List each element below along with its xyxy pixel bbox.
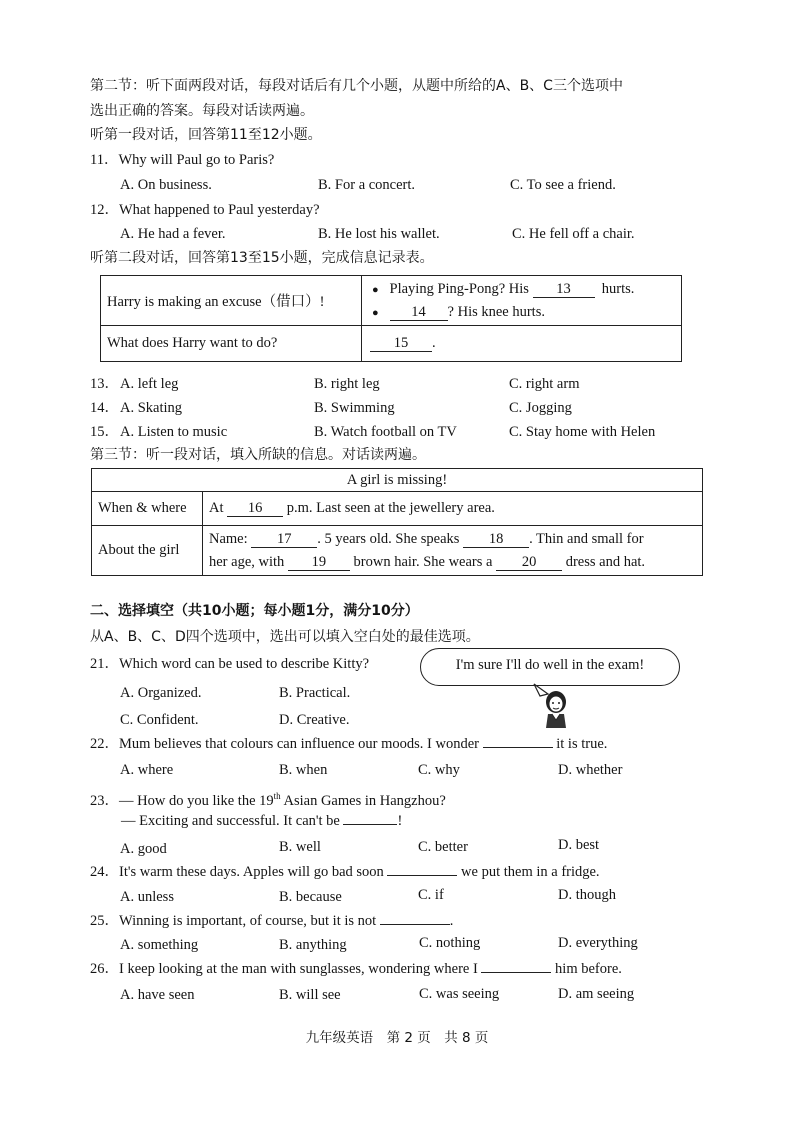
- q14-option-b[interactable]: B. Swimming: [314, 400, 395, 416]
- blank-13[interactable]: 13: [533, 281, 595, 298]
- section2-instruction-line1: 第二节：听下面两段对话，每段对话后有几个小题，从题中所给的A、B、C三个选项中: [90, 78, 623, 94]
- q13-number: 13．: [90, 376, 119, 392]
- missing-girl-title: A girl is missing!: [92, 469, 703, 492]
- blank-20[interactable]: 20: [496, 554, 562, 571]
- blank-16[interactable]: 16: [227, 500, 283, 517]
- table-cell-want-label: What does Harry want to do?: [101, 326, 362, 362]
- part2-instruction: 从A、B、C、D四个选项中，选出可以填入空白处的最佳选项。: [90, 629, 480, 645]
- blank-22[interactable]: [483, 747, 553, 748]
- q13-option-b[interactable]: B. right leg: [314, 376, 380, 392]
- question-21: 21．Which word can be used to describe Kitty?: [90, 656, 370, 672]
- question-number: 11．: [90, 152, 119, 168]
- q15-option-b[interactable]: B. Watch football on TV: [314, 424, 457, 440]
- q15-option-c[interactable]: C. Stay home with Helen: [509, 424, 656, 440]
- row-about-girl-label: About the girl: [92, 526, 203, 576]
- question-text: What happened to Paul yesterday?: [119, 202, 320, 218]
- q14-number: 14．: [90, 400, 119, 416]
- q24-option-a[interactable]: A. unless: [120, 889, 174, 905]
- blank-15[interactable]: 15: [370, 335, 432, 352]
- page-footer: 九年级英语 第 2 页 共 8 页: [305, 1030, 489, 1046]
- blank-23[interactable]: [343, 824, 397, 825]
- question-23-line2: — Exciting and successful. It can't be !: [121, 813, 403, 829]
- question-11: [90, 150, 274, 170]
- q23-option-b[interactable]: B. well: [279, 839, 321, 855]
- q13-option-a[interactable]: A. left leg: [120, 376, 179, 392]
- q24-option-b[interactable]: B. because: [279, 889, 342, 905]
- q25-option-a[interactable]: A. something: [120, 937, 199, 953]
- q21-option-d[interactable]: D. Creative.: [279, 712, 350, 728]
- row-when-where-label: When & where: [92, 492, 203, 526]
- dialog2-instruction: 听第二段对话，回答第13至15小题，完成信息记录表。: [90, 250, 434, 266]
- q13-option-c[interactable]: C. right arm: [509, 376, 580, 392]
- table-cell-want-content: 15 .: [362, 326, 682, 362]
- q23-option-c[interactable]: C. better: [418, 839, 468, 855]
- question-25: 25．Winning is important, of course, but it is not .: [90, 913, 454, 929]
- q22-option-d[interactable]: D. whether: [558, 762, 623, 778]
- q25-option-b[interactable]: B. anything: [279, 937, 347, 953]
- dialog1-instruction: 听第一段对话，回答第11至12小题。: [90, 127, 322, 143]
- q12-option-a[interactable]: A. He had a fever.: [120, 226, 226, 242]
- q24-option-d[interactable]: D. though: [558, 887, 616, 903]
- question-24: 24．It's warm these days. Apples will go bad soon we put them in a fridge.: [90, 864, 600, 880]
- q26-option-c[interactable]: C. was seeing: [419, 986, 500, 1002]
- q21-option-b[interactable]: B. Practical.: [279, 685, 351, 701]
- q14-option-a[interactable]: A. Skating: [120, 400, 183, 416]
- blank-18[interactable]: 18: [463, 531, 529, 548]
- q23-option-d[interactable]: D. best: [558, 837, 600, 853]
- row-about-girl-content: Name: 17 . 5 years old. She speaks 18 . Thin and small for her age, with 19 brown hair. She wears a 20 dress and hat.: [203, 526, 703, 576]
- q11-option-c[interactable]: C. To see a friend.: [510, 177, 616, 193]
- q22-option-b[interactable]: B. when: [279, 762, 328, 778]
- section3-instruction: 第三节：听一段对话，填入所缺的信息。对话读两遍。: [90, 447, 426, 463]
- question-number: 12．: [90, 202, 119, 218]
- q26-option-a[interactable]: A. have seen: [120, 987, 195, 1003]
- blank-19[interactable]: 19: [288, 554, 350, 571]
- q26-option-d[interactable]: D. am seeing: [558, 986, 635, 1002]
- q21-option-a[interactable]: A. Organized.: [120, 685, 202, 701]
- q24-option-c[interactable]: C. if: [418, 887, 444, 903]
- question-text: Why will Paul go to Paris?: [118, 152, 275, 168]
- q14-option-c[interactable]: C. Jogging: [509, 400, 572, 416]
- speech-bubble: I'm sure I'll do well in the exam!: [420, 648, 680, 686]
- table-cell-excuse-content: ● Playing Ping-Pong? His 13 hurts. ● 14 ? His knee hurts.: [362, 276, 682, 326]
- q25-option-c[interactable]: C. nothing: [419, 935, 481, 951]
- table-cell-excuse-label: Harry is making an excuse（借口）!: [101, 276, 362, 326]
- blank-26[interactable]: [481, 972, 551, 973]
- q12-option-c[interactable]: C. He fell off a chair.: [512, 226, 635, 242]
- question-22: 22．Mum believes that colours can influence our moods. I wonder it is true.: [90, 736, 608, 752]
- q12-option-b[interactable]: B. He lost his wallet.: [318, 226, 440, 242]
- blank-17[interactable]: 17: [251, 531, 317, 548]
- q25-option-d[interactable]: D. everything: [558, 935, 638, 951]
- q15-option-a[interactable]: A. Listen to music: [120, 424, 228, 440]
- info-record-table: [100, 275, 682, 362]
- question-23: 23．— How do you like the 19th Asian Games in Hangzhou?: [90, 791, 446, 809]
- girl-illustration-icon: [526, 680, 586, 730]
- missing-girl-table: [91, 468, 703, 576]
- blank-24[interactable]: [387, 875, 457, 876]
- q23-option-a[interactable]: A. good: [120, 841, 167, 857]
- blank-14[interactable]: 14: [390, 304, 448, 321]
- question-26: 26．I keep looking at the man with sunglasses, wondering where I him before.: [90, 961, 622, 977]
- q21-option-c[interactable]: C. Confident.: [120, 712, 199, 728]
- section2-instruction-line2: 选出正确的答案。每段对话读两遍。: [90, 103, 314, 119]
- question-12: [90, 200, 320, 220]
- blank-25[interactable]: [380, 924, 450, 925]
- row-when-where-content: At 16 p.m. Last seen at the jewellery area.: [203, 492, 703, 526]
- q11-option-a[interactable]: A. On business.: [120, 177, 212, 193]
- part2-heading: 二、选择填空（共10小题；每小题1分，满分10分）: [90, 603, 419, 619]
- q22-option-c[interactable]: C. why: [418, 762, 460, 778]
- q15-number: 15．: [90, 424, 119, 440]
- q22-option-a[interactable]: A. where: [120, 762, 174, 778]
- q26-option-b[interactable]: B. will see: [279, 987, 341, 1003]
- q11-option-b[interactable]: B. For a concert.: [318, 177, 416, 193]
